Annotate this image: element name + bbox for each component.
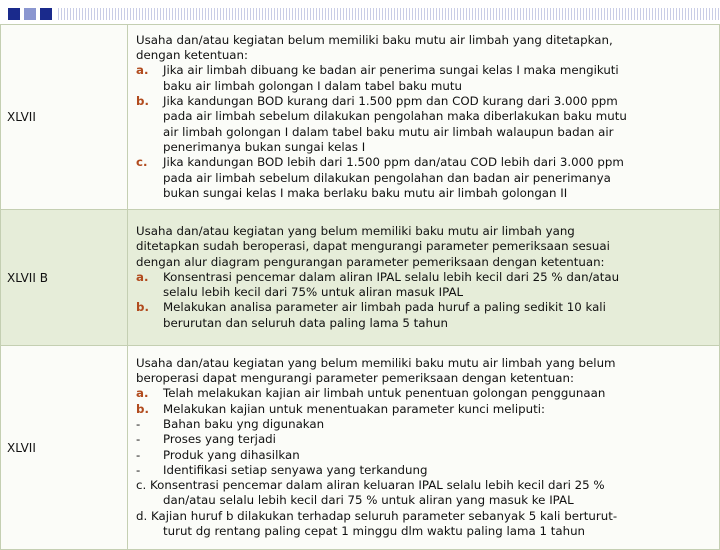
row-content (128, 210, 720, 346)
list-item (136, 402, 711, 417)
item-marker: b. (136, 300, 149, 315)
list-item (136, 386, 711, 401)
item-line: Konsentrasi pencemar dalam aliran IPAL selalu lebih kecil dari 25 % dan/atau (163, 269, 620, 284)
tail-line: turut dg rentang paling cepat 1 minggu dlm waktu paling lama 1 tahun (163, 523, 586, 538)
item-line: Jika air limbah dibuang ke badan air penerima sungai kelas I maka mengikuti (163, 63, 619, 78)
list-item (136, 463, 711, 478)
list-item (136, 63, 711, 94)
item-line: selalu lebih kecil dari 75% untuk aliran masuk IPAL (163, 285, 464, 300)
item-marker: a. (136, 386, 149, 401)
list-item (136, 417, 711, 432)
item-line: berurutan dan seluruh data paling lama 5 tahun (163, 315, 448, 330)
item-line: Melakukan kajian untuk menentuakan parameter kunci meliputi: (163, 401, 545, 416)
list-item (136, 270, 711, 301)
item-marker: c. (136, 155, 148, 170)
list-item (136, 94, 711, 155)
item-marker: a. (136, 63, 149, 78)
row-code: XLVII (1, 25, 128, 210)
table-row (1, 346, 720, 550)
list-item (136, 432, 711, 447)
item-line: pada air limbah sebelum dilakukan pengolahan dan badan air penerimanya (163, 170, 611, 185)
item-marker: b. (136, 94, 149, 109)
row-code: XLVII B (1, 210, 128, 346)
item-marker: b. (136, 401, 149, 416)
item-line: Jika kandungan BOD kurang dari 1.500 ppm dan COD kurang dari 3.000 ppm (163, 94, 618, 109)
regulation-table (0, 24, 720, 550)
row-content (128, 346, 720, 550)
intro-line: Usaha dan/atau kegiatan yang belum memiliki baku mutu air limbah yang (136, 223, 575, 238)
intro-line: Usaha dan/atau kegiatan belum memiliki baku mutu air limbah yang ditetapkan, (136, 32, 613, 47)
item-line: Bahan baku yng digunakan (163, 416, 325, 431)
intro-line: Usaha dan/atau kegiatan yang belum memiliki baku mutu air limbah yang belum (136, 355, 616, 370)
intro-line: dengan alur diagram pengurangan parameter pemeriksaan dengan ketentuan: (136, 254, 605, 269)
decor-bar (58, 8, 720, 20)
item-line: Telah melakukan kajian air limbah untuk penentuan golongan penggunaan (163, 386, 606, 401)
row-code: XLVII (1, 346, 128, 550)
item-line: air limbah golongan I dalam tabel baku mutu air limbah walaupun badan air (163, 124, 614, 139)
intro-line: ditetapkan sudah beroperasi, dapat mengurangi parameter pemeriksaan sesuai (136, 239, 610, 254)
item-line: pada air limbah sebelum dilakukan pengolahan maka diberlakukan baku mutu (163, 109, 627, 124)
item-marker: a. (136, 269, 149, 284)
item-line: baku air limbah golongan I dalam tabel baku mutu (163, 78, 462, 93)
item-line: Produk yang dihasilkan (163, 447, 300, 462)
decor-square-dark (8, 8, 20, 20)
item-line: Jika kandungan BOD lebih dari 1.500 ppm dan/atau COD lebih dari 3.000 ppm (163, 155, 624, 170)
item-line: Identifikasi setiap senyawa yang terkandung (163, 462, 428, 477)
decor-square-light (24, 8, 36, 20)
tail-line: dan/atau selalu lebih kecil dari 75 % untuk aliran yang masuk ke IPAL (163, 493, 574, 508)
item-marker: - (136, 447, 141, 462)
item-line: Proses yang terjadi (163, 432, 276, 447)
slide-decoration (0, 0, 720, 24)
tail-line: c. Konsentrasi pencemar dalam aliran keluaran IPAL selalu lebih kecil dari 25 % (136, 478, 605, 493)
table-row (1, 210, 720, 346)
tail-line: d. Kajian huruf b dilakukan terhadap seluruh parameter sebanyak 5 kali berturut- (136, 508, 618, 523)
list-item (136, 155, 711, 201)
item-line: penerimanya bukan sungai kelas I (163, 139, 366, 154)
list-item (136, 300, 711, 331)
intro-line: beroperasi dapat mengurangi parameter pemeriksaan dengan ketentuan: (136, 371, 574, 386)
item-marker: - (136, 432, 141, 447)
row-content (128, 25, 720, 210)
decor-square-dark (40, 8, 52, 20)
item-marker: - (136, 416, 141, 431)
intro-line: dengan ketentuan: (136, 48, 248, 63)
item-line: bukan sungai kelas I maka berlaku baku mutu air limbah golongan II (163, 185, 568, 200)
list-item (136, 448, 711, 463)
item-line: Melakukan analisa parameter air limbah pada huruf a paling sedikit 10 kali (163, 300, 606, 315)
item-marker: - (136, 462, 141, 477)
table-row (1, 25, 720, 210)
